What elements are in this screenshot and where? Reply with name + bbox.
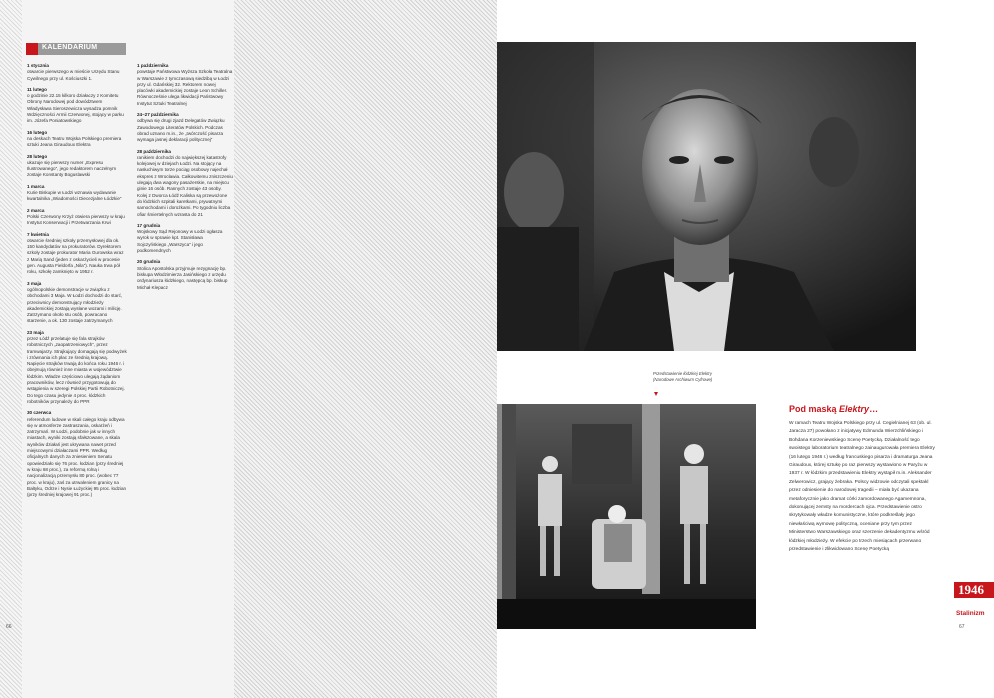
entry-date: 11 lutego — [27, 86, 47, 92]
entry-text: otwarcie pierwszego w mieście Urzędu Stanu Cywilnego przy ul. Kościuszki 1. — [27, 69, 120, 81]
section2-body: W ramach Teatru Wojska Polskiego przy ul. Cegielnianej 63 (ob. ul. Jaracza 27) powołano z inicjatywy Edmunda Wierzchlińskiego i Bohdana Korzeniewskiego Scenę Poetycką. Działalność tego swoistego laboratorium teatralnego zainaugurowała premiera Elektry (16 lutego 1946 r.) według francuskiego pisarza i dramaturga Jeana Giraudoux, której sztukę po raz pierwszy wystawiono w Paryżu w 1937 r. W łódzkim przedstawieniu Elektry wystąpił m.in. Aleksander Zelwerowicz, grający żebraka. Polscy widzowie odczytali spektakl przez odniesienie do narodowej tragedii – miała być ukazana metaforycznie jako dramat córki zamordowanego Agamemnona, dokonującej zemsty na mordercach ojca. Przedstawienie ostro skrytykowały władze komunistyczne, które podkreślały jego niewłaściwą wymowę polityczną, oceniane przy tym przez Ministerstwo Warszawskiego oraz szerzenie dekadentyzmu wśród łódzkiej młodzieży. W efekcie po trzech miesiącach przerwano przedstawienie i zlikwidowano Scenę Poetycką — [789, 421, 935, 553]
section2-title-prefix: Pod maską — [789, 404, 840, 414]
entry-date: 24–27 października — [137, 112, 179, 118]
kalendarium-entry — [137, 223, 233, 254]
kalendarium-entry — [27, 410, 127, 498]
triangle-marker-2 — [654, 392, 658, 396]
entry-text: odbywa się drugi zjazd Delegatów Związku Zawodowego Literatów Polskich. Podczas obrad uznano m.in., że „twórczość pisarza wymaga jasnej deklaracji politycznej” — [137, 118, 225, 143]
entry-date: 1 października — [137, 63, 169, 68]
accent-square — [26, 43, 38, 55]
section2-title-suffix: … — [869, 404, 879, 414]
entry-date: 17 grudnia — [137, 222, 161, 228]
kalendarium-column-2 — [137, 63, 233, 296]
section2-title-italic: Elektry — [839, 404, 870, 414]
kalendarium-title: KALENDARIUM — [42, 44, 98, 51]
entry-text: ogólnopolskie demonstracje w związku z obchodami 3 Maja. W Łodzi dochodzi do starć, przeciwnicy demonstrujący młodzieży akademickiej zostają wysłane wozami i milicję. Zatrzymano około stu osób, powracano starzenie, a ok. 130 zostaje zatrzymanych — [27, 286, 123, 324]
kalendarium-entry — [137, 149, 233, 218]
section2-caption — [653, 371, 753, 383]
kalendarium-entry — [27, 87, 127, 125]
right-page — [497, 0, 994, 698]
kalendarium-entry — [27, 232, 127, 276]
decorative-stripes-left — [0, 0, 22, 698]
section2-caption-text: Przedstawienie łódzkiej Elektry — [653, 371, 712, 376]
section2-caption-source: (Narodowe Archiwum Cyfrowe) — [653, 377, 713, 382]
year-badge: 1946 — [954, 582, 994, 598]
entry-text: przez Łódź przelatuje się fala strajków robotniczych „zaopatrzeniowych”, przez tramwajarzy. Strajkujący domagają się podwyżek i zrównania ich płac ze średnią krajową. Napięcie strajków trwają do końca roku 1946 r. i obejmują również inne miasta w województwie łódzkim. Władze częściowo ulegają żądaniom pracowników, lecz również przygotowują do wstąpienia w szeregi Polskiej Partii Robotniczej. Do tego czasu jedynie 4 proc. łódzkich robotników przynależy do PPR — [27, 335, 127, 404]
portrait-illustration — [497, 42, 916, 351]
stage-illustration — [497, 404, 756, 629]
entry-date: 1 marca — [27, 183, 45, 189]
section2-title — [789, 404, 878, 415]
entry-text: powstaje Państwowa Wyższa Szkoła Teatralna w Warszawie z tymczasową siedzibą w Łodzi przy ul. Gdańskiej 32. Rektorem nowej placówki akademickiej zostaje Leon Schiller. Równocześnie ulega likwidacji Państwowy Instytut Sztuki Teatralnej — [137, 69, 233, 106]
entry-date: 23 maja — [27, 329, 44, 335]
kalendarium-entry — [137, 112, 233, 143]
stage-photo — [497, 404, 756, 629]
entry-text: ukazuje się pierwszy numer „Expresu Ilustrowanego”, jego redaktorem naczelnym zostaje Konstanty Boguslawski — [27, 159, 117, 178]
entry-date: 30 czerwca — [27, 410, 52, 416]
entry-text: Polski Czerwony Krzyż otwiera pierwszy w kraju Instytut Konserwacji i Przetwarzania Krwi — [27, 213, 125, 226]
kalendarium-entry — [137, 63, 233, 107]
entry-date: 28 października — [137, 148, 171, 154]
page-number-right: 67 — [959, 624, 965, 630]
decorative-stripes-right — [234, 0, 497, 698]
entry-date: 2 marca — [27, 207, 45, 213]
era-label: Stalinizm — [956, 610, 985, 617]
entry-date: 28 lutego — [27, 153, 48, 159]
kalendarium-entry — [27, 154, 127, 179]
kalendarium-column-1 — [27, 63, 127, 503]
entry-date: 1 stycznia — [27, 63, 49, 68]
portrait-photo — [497, 42, 916, 351]
kalendarium-entry — [27, 184, 127, 203]
entry-date: 7 kwietnia — [27, 231, 49, 237]
entry-text: Stolica Apostolska przyjmuje rezygnację bp. biskupa Włodzimierza Jasińskiego z urzędu ordynariusza łódzkiego, następcą bp. biskup Michał Klepacz — [137, 265, 228, 290]
page-number-left: 66 — [6, 624, 12, 630]
entry-text: Kurie Biskupie w Łodzi wznawia wydawanie kwartalnika „Wiadomości Diecezjalne Łódzkie” — [27, 190, 122, 202]
kalendarium-entry — [27, 130, 127, 149]
entry-text: na deskach Teatru Wojska Polskiego premiera sztuki Jeana Giraudoux Elektra — [27, 135, 122, 148]
kalendarium-entry — [27, 63, 127, 82]
entry-date: 16 lutego — [27, 129, 48, 135]
kalendarium-header — [26, 43, 126, 55]
entry-date: 20 grudnia — [137, 259, 161, 265]
entry-text: ranikiem dochodzi do największej katastrofy kolejowej w dziejach Łodzi. Na stojący na nasłuchiwym torze pociąg osobowy najechał ekspres z Wrocławia. Całkowitemu zniszczeniu ulegają dwa wagony pasażerskie, na miejscu ginie 16 osób. Rannych zostaje 43 osoby. Kolej z Dworca Łódź Kaliska są przewożone do łódzkich szpitali karetkami, prywatnymi samochodami i dorożkami. Po tygodniu liczba ofiar śmiertelnych wzrasta do 21 — [137, 154, 233, 217]
kalendarium-entry — [137, 259, 233, 290]
entry-text: Wojskowy Sąd Rejonowy w Łodzi ogłasza wyrok w sprawie kpt. Stanisława Sojczyńskiego „Warszyca” i jego podkomendnych — [137, 229, 223, 254]
entry-text: otwarcie średniej szkoły przemysłowej dla ok. 150 kandydatów na prokuratorów. Dyrektorem szkoły zostaje prokurator Maria Gurowska wraz z Marią Sand (jeden z oskarżycieli w procesie gen. Augusta Fieldorfa „Nila”). Nauka trwa pół roku, szkołę zamknięto w 1952 r. — [27, 237, 124, 275]
kalendarium-entry — [27, 281, 127, 325]
entry-text: o godzinie 22.15 kilkoro działaczy z Komitetu Obrony Narodowej pod dowództwem Władysława Sieroszewicza wysadza pomnik Wdzięczności Armii Czerwonej, stojący w parku im. Józefa Poniatowskiego — [27, 93, 124, 124]
entry-text: referendum ludowe w skali całego kraju odbywa się w atmosferze zastraszania, oskarżeń i zatrzymań. W Łodzi, podobnie jak w innych miastach, wyniki zostają sfałszowane, a skala wyników działań jest ukrywana nawet przed miejscowymi działaczami PPR. Według oficjalnych danych za zniesieniem Senatu opowiedziało się 76 proc. łodzian (przy średniej w kraju 68 proc.), za reformą rolną i nacjonalizacją przemysłu 80 proc. (wobec 77 proc. w kraju), zaś za utrwaleniem granicy na Bałtyku, Odrze i Nysie Łużyckiej 95 proc. łodzian (przy średniej krajowej 91 proc.) — [27, 416, 127, 498]
kalendarium-entry — [27, 330, 127, 406]
entry-date: 3 maja — [27, 280, 42, 286]
kalendarium-entry — [27, 208, 127, 227]
